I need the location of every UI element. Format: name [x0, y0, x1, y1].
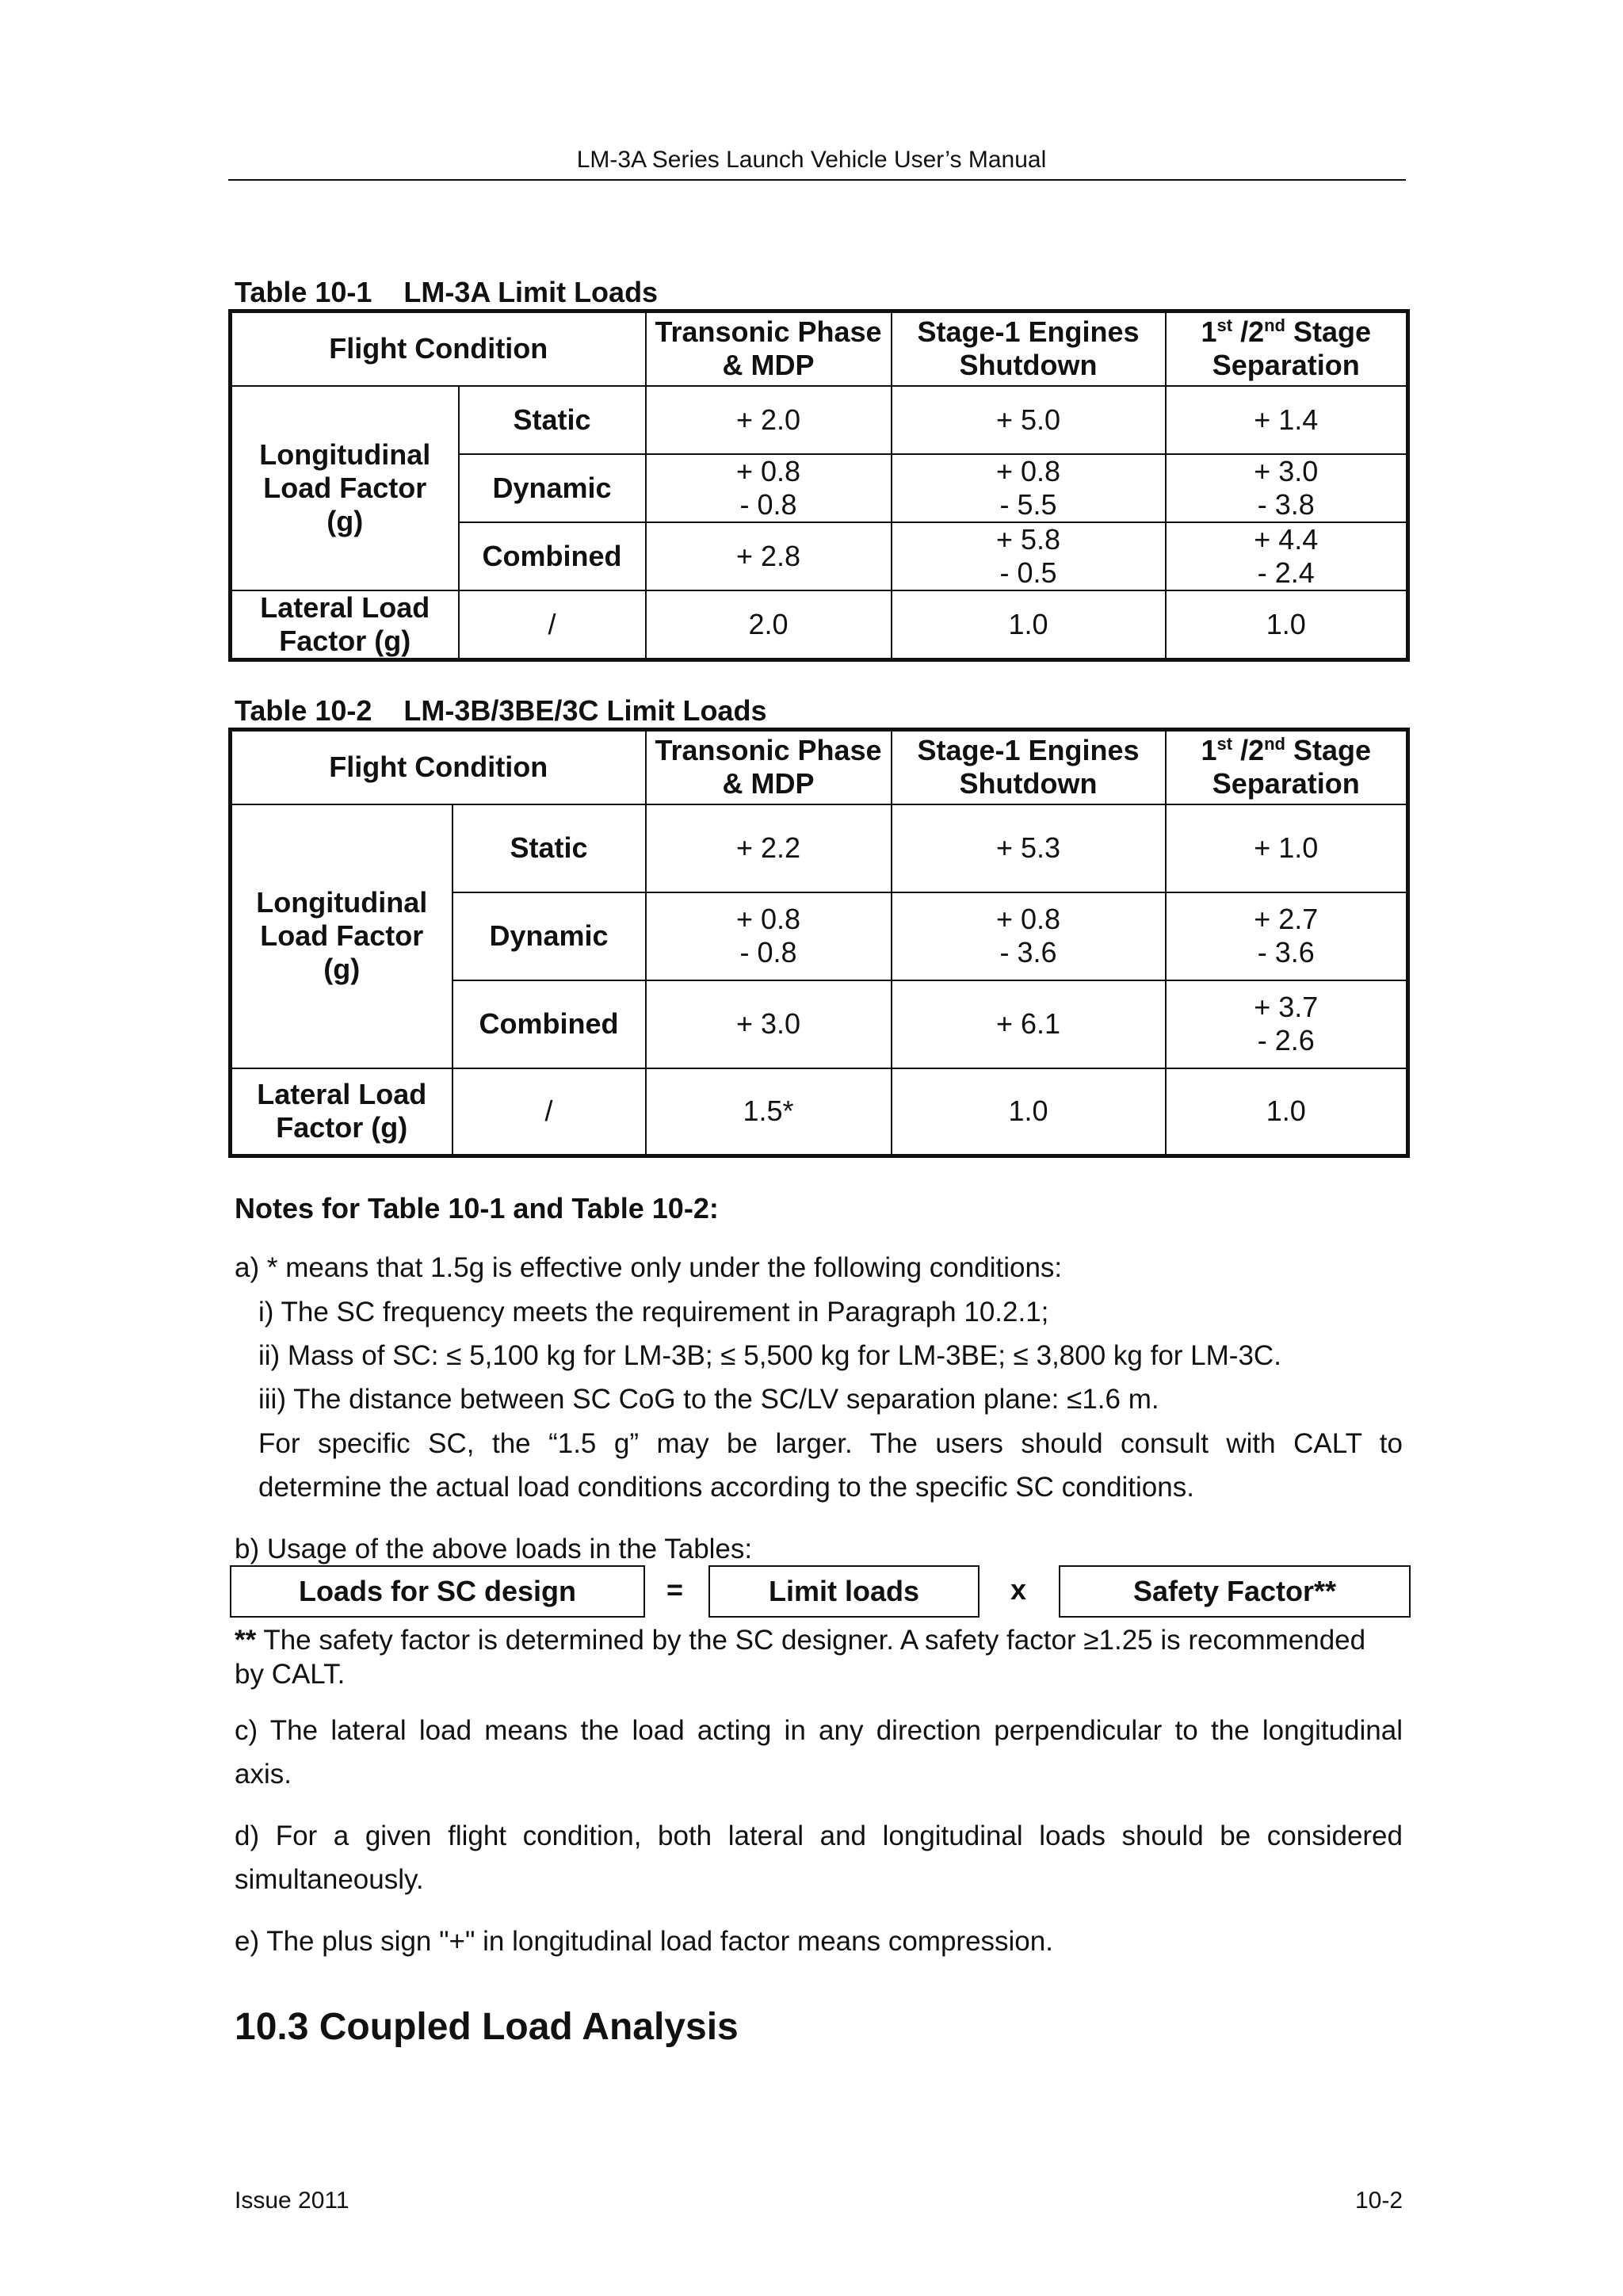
cell-value: + 1.0 [1166, 804, 1408, 892]
cell-value: + 4.4 - 2.4 [1166, 522, 1408, 590]
row-label-dynamic: Dynamic [459, 454, 646, 522]
table-header-row [231, 730, 1408, 804]
header-flight-condition: Flight Condition [231, 730, 646, 804]
cell-value: / [453, 1068, 646, 1156]
note-c-1: c) The lateral load means the load acting in any direction perpendicular to the longitudinal [235, 1715, 1403, 1746]
header-transonic: Transonic Phase & MDP [646, 311, 892, 386]
formula-loads-for-sc-design: Loads for SC design [230, 1565, 645, 1618]
table-row [231, 804, 1408, 892]
cell-value: 1.0 [892, 1068, 1166, 1156]
cell-value: + 0.8 - 0.8 [646, 892, 892, 980]
cell-value: + 3.7 - 2.6 [1166, 980, 1408, 1068]
table-10-1-caption: Table 10-1 LM-3A Limit Loads [235, 276, 659, 308]
longitudinal-label: Longitudinal Load Factor (g) [231, 386, 459, 590]
cell-value: + 0.8 - 3.6 [892, 892, 1166, 980]
cell-value: + 2.7 - 3.6 [1166, 892, 1408, 980]
cell-value: + 2.2 [646, 804, 892, 892]
note-a-specific-2: determine the actual load conditions according to the specific SC conditions. [258, 1472, 1194, 1503]
note-e: e) The plus sign "+" in longitudinal load factor means compression. [235, 1926, 1053, 1957]
formula-times: x [1010, 1573, 1027, 1606]
cell-value: + 2.8 [646, 522, 892, 590]
table-10-2-caption: Table 10-2 LM-3B/3BE/3C Limit Loads [235, 694, 767, 727]
table-row [231, 386, 1408, 454]
cell-value: + 1.4 [1166, 386, 1408, 454]
cell-value: + 6.1 [892, 980, 1166, 1068]
formula-safety-factor: Safety Factor** [1059, 1565, 1411, 1618]
table-10-2 [228, 728, 1410, 1158]
cell-value: + 2.0 [646, 386, 892, 454]
header-stage1: Stage-1 Engines Shutdown [892, 730, 1166, 804]
cell-value: + 3.0 - 3.8 [1166, 454, 1408, 522]
running-header: LM-3A Series Launch Vehicle User’s Manual [576, 147, 1047, 173]
table-row-lateral [231, 590, 1408, 660]
cell-value: 1.0 [1166, 1068, 1408, 1156]
cell-value: 1.0 [1166, 590, 1408, 660]
note-b-safety-2: by CALT. [235, 1659, 346, 1690]
cell-value: / [459, 590, 646, 660]
table-row-lateral [231, 1068, 1408, 1156]
row-label-static: Static [459, 386, 646, 454]
note-a-i: i) The SC frequency meets the requirement in Paragraph 10.2.1; [258, 1297, 1049, 1328]
cell-value: + 0.8 - 0.8 [646, 454, 892, 522]
header-rule [228, 179, 1406, 181]
note-a-specific-1: For specific SC, the “1.5 g” may be larger. The users should consult with CALT to [258, 1428, 1403, 1459]
cell-value: + 5.0 [892, 386, 1166, 454]
note-a-intro: a) * means that 1.5g is effective only under the following conditions: [235, 1252, 1063, 1283]
row-label-combined: Combined [453, 980, 646, 1068]
header-stage1: Stage-1 Engines Shutdown [892, 311, 1166, 386]
note-a-iii: iii) The distance between SC CoG to the SC/LV separation plane: ≤1.6 m. [258, 1384, 1159, 1415]
lateral-label: Lateral Load Factor (g) [231, 590, 459, 660]
cell-value: + 5.3 [892, 804, 1166, 892]
header-separation: 1st /2nd Stage Separation [1166, 730, 1408, 804]
note-b-safety-1: ** The safety factor is determined by the SC designer. A safety factor ≥1.25 is recommended [235, 1625, 1366, 1656]
row-label-static: Static [453, 804, 646, 892]
note-c-2: axis. [235, 1759, 292, 1790]
cell-value: 1.5* [646, 1068, 892, 1156]
footer-issue: Issue 2011 [235, 2187, 349, 2214]
notes-title: Notes for Table 10-1 and Table 10-2: [235, 1192, 719, 1224]
header-separation: 1st /2nd Stage Separation [1166, 311, 1408, 386]
cell-value: + 3.0 [646, 980, 892, 1068]
row-label-combined: Combined [459, 522, 646, 590]
note-d-1: d) For a given flight condition, both lateral and longitudinal loads should be considered [235, 1820, 1403, 1851]
table-header-row [231, 311, 1408, 386]
cell-value: 1.0 [892, 590, 1166, 660]
row-label-dynamic: Dynamic [453, 892, 646, 980]
cell-value: + 0.8 - 5.5 [892, 454, 1166, 522]
cell-value: 2.0 [646, 590, 892, 660]
lateral-label: Lateral Load Factor (g) [231, 1068, 453, 1156]
longitudinal-label: Longitudinal Load Factor (g) [231, 804, 453, 1068]
cell-value: + 5.8 - 0.5 [892, 522, 1166, 590]
footer-page-number: 10-2 [1354, 2187, 1403, 2214]
formula-equals: = [666, 1573, 684, 1606]
note-a-ii: ii) Mass of SC: ≤ 5,100 kg for LM-3B; ≤ 5,500 kg for LM-3BE; ≤ 3,800 kg for LM-3C. [258, 1340, 1281, 1371]
note-d-2: simultaneously. [235, 1864, 424, 1895]
header-transonic: Transonic Phase & MDP [646, 730, 892, 804]
note-b-intro: b) Usage of the above loads in the Tables: [235, 1534, 753, 1564]
table-10-1 [228, 309, 1410, 662]
header-flight-condition: Flight Condition [231, 311, 646, 386]
section-heading: 10.3 Coupled Load Analysis [235, 2006, 739, 2048]
formula-limit-loads: Limit loads [708, 1565, 980, 1618]
